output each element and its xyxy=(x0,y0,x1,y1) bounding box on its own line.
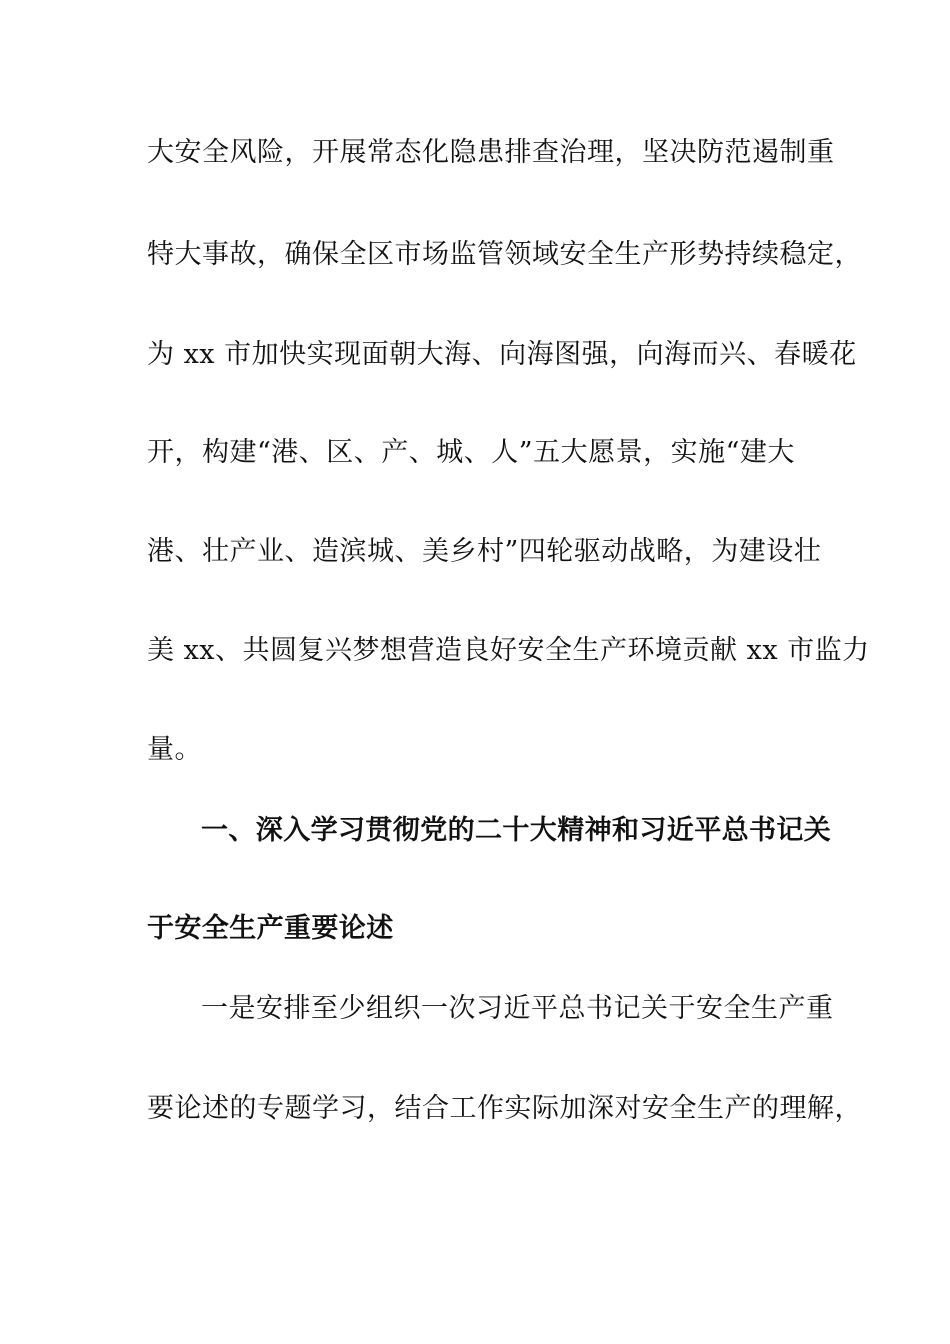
body-line-6: 美 xx、共圆复兴梦想营造良好安全生产环境贡献 xx 市监力 xyxy=(147,635,870,666)
section-heading-line-2: 于安全生产重要论述 xyxy=(147,913,394,944)
paragraph-line-1: 一是安排至少组织一次习近平总书记关于安全生产重 xyxy=(201,993,834,1024)
body-line-2: 特大事故，确保全区市场监管领域安全生产形势持续稳定， xyxy=(147,239,862,270)
section-heading-line-1: 一、深入学习贯彻党的二十大精神和习近平总书记关 xyxy=(201,815,832,846)
body-line-1: 大安全风险，开展常态化隐患排查治理，坚决防范遏制重 xyxy=(147,137,835,168)
body-line-4: 开，构建“港、区、产、城、人”五大愿景，实施“建大 xyxy=(147,437,795,468)
body-line-5: 港、壮产业、造滨城、美乡村”四轮驱动战略，为建设壮 xyxy=(147,536,822,567)
body-line-7: 量。 xyxy=(147,734,202,765)
paragraph-line-2: 要论述的专题学习，结合工作实际加深对安全生产的理解， xyxy=(147,1093,862,1124)
body-line-3: 为 xx 市加快实现面朝大海、向海图强，向海而兴、春暖花 xyxy=(147,339,857,370)
